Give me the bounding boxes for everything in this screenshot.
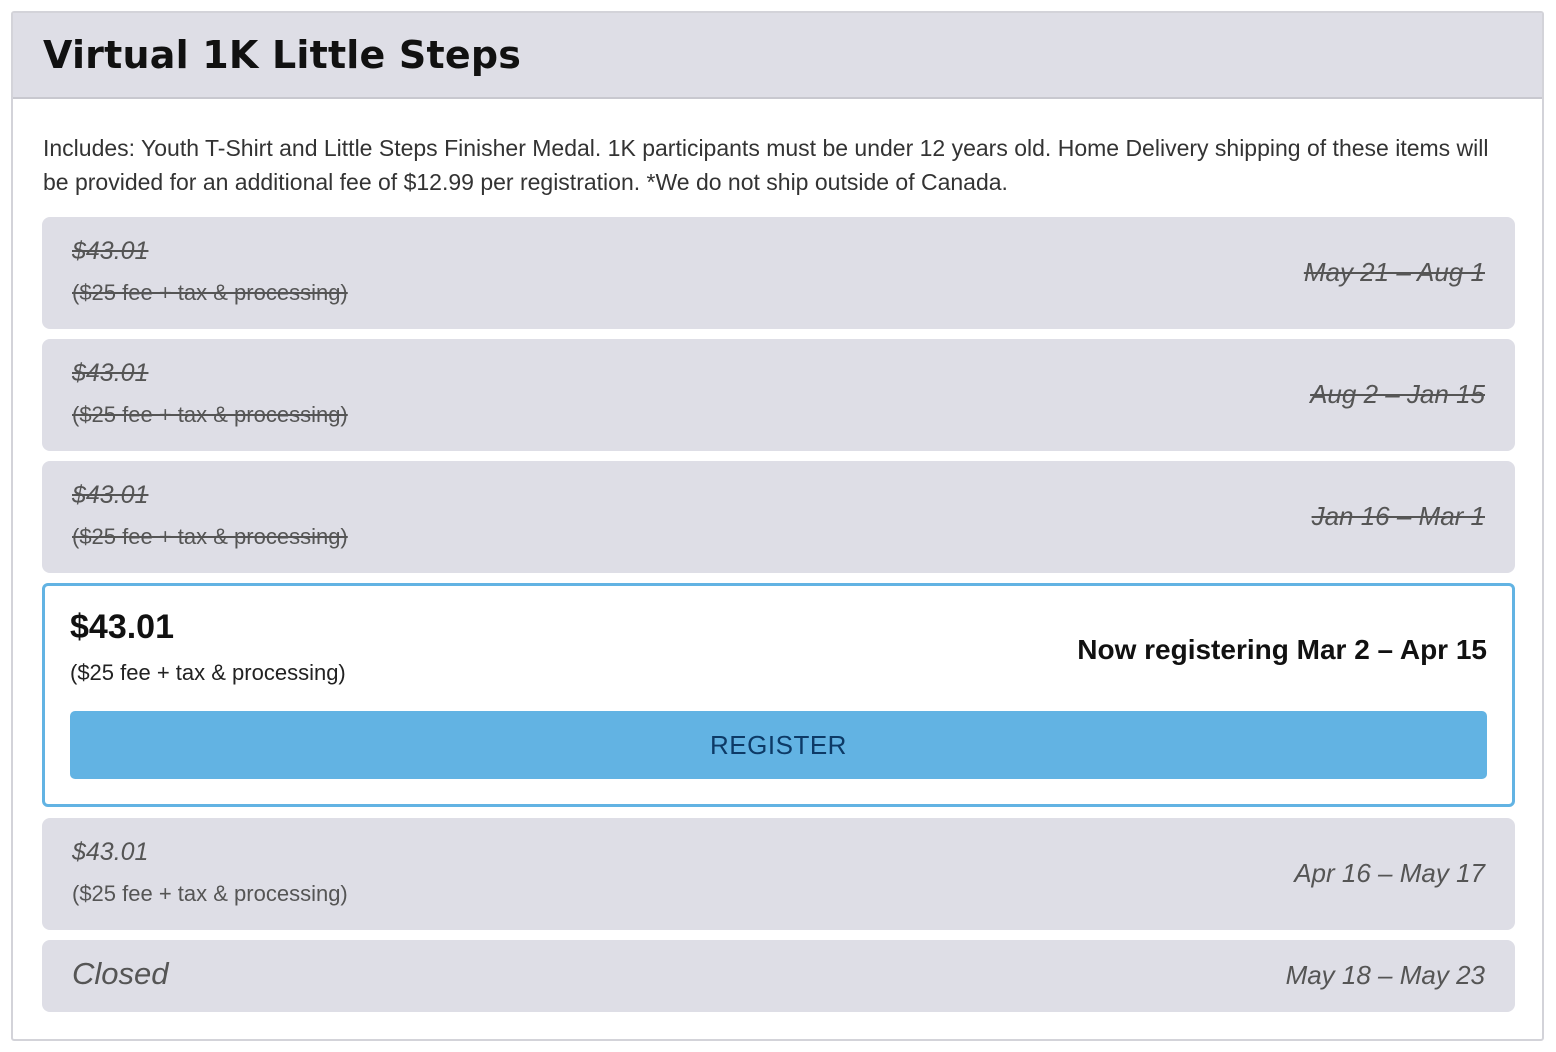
tier-price: $43.01 [72,237,149,265]
price-tier-closed [42,940,1515,1012]
tier-price: $43.01 [72,481,149,509]
tier-status: Closed [72,956,169,991]
tier-fee: ($25 fee + tax & processing) [70,660,346,685]
tier-price: $43.01 [72,359,149,387]
tier-price: $43.01 [70,608,174,646]
tier-fee: ($25 fee + tax & processing) [72,280,348,305]
register-button[interactable]: REGISTER [70,711,1487,779]
event-description: Includes: Youth T-Shirt and Little Steps Finisher Medal. 1K participants must be under 12 years old. Home Delivery shipping of these items will be provided for an additional fee of $12.99 per registration. *We do not ship outside of Canada. [43,135,1489,195]
price-tier-3 [42,461,1515,573]
tier-fee: ($25 fee + tax & processing) [72,881,348,906]
tier-dates: Apr 16 – May 17 [1294,858,1485,888]
price-tier-1 [42,217,1515,329]
tier-dates: Aug 2 – Jan 15 [1310,379,1485,409]
price-tier-active [42,583,1515,807]
now-registering-dates: Now registering Mar 2 – Apr 15 [1077,634,1487,665]
event-card [11,11,1544,1041]
tier-dates: May 18 – May 23 [1285,960,1485,990]
price-tier-5 [42,818,1515,930]
tier-price: $43.01 [72,838,149,866]
tier-dates: May 21 – Aug 1 [1303,257,1485,287]
tier-dates: Jan 16 – Mar 1 [1311,501,1485,531]
tier-fee: ($25 fee + tax & processing) [72,524,348,549]
tier-fee: ($25 fee + tax & processing) [72,402,348,427]
event-title: Virtual 1K Little Steps [43,33,522,77]
event-header [13,13,1542,99]
price-tier-2 [42,339,1515,451]
